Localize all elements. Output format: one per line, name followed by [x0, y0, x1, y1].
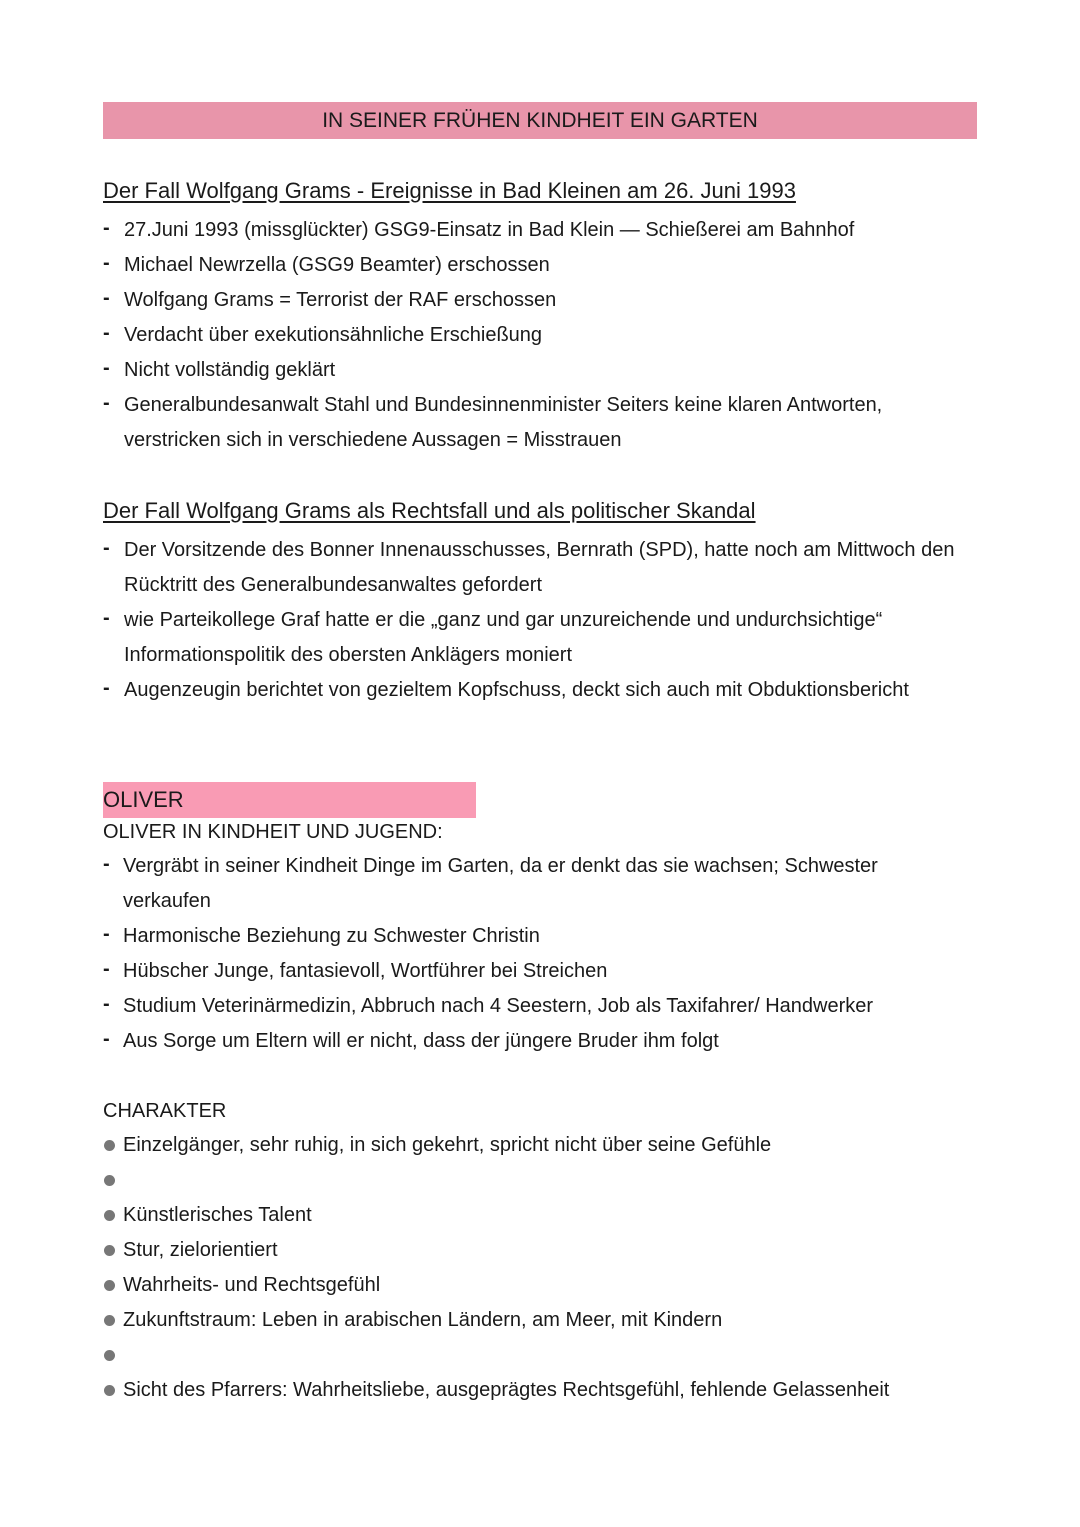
bullet-icon: [104, 1385, 115, 1396]
charakter-list: [103, 1128, 963, 1408]
list-item: [103, 1373, 963, 1408]
list-item: - 27.Juni 1993 (missglückter) GSG9-Einsatz in Bad Klein — Schießerei am Bahnhof: [103, 213, 963, 248]
list-item: - Hübscher Junge, fantasievoll, Wortführer bei Streichen: [103, 954, 963, 989]
list-item: - Michael Newrzella (GSG9 Beamter) erschossen: [103, 248, 963, 283]
list-item: - Der Vorsitzende des Bonner Innenausschusses, Bernrath (SPD), hatte noch am Mittwoch den Rücktritt des Generalbundesanwaltes gefordert: [103, 533, 963, 603]
bullet-icon: [104, 1280, 115, 1291]
list-item: [103, 1303, 963, 1338]
bullet-icon: [104, 1350, 115, 1361]
bullet-icon: [104, 1175, 115, 1186]
events-list: [103, 213, 963, 458]
list-item-text: Künstlerisches Talent: [123, 1204, 312, 1226]
list-item: - Generalbundesanwalt Stahl und Bundesinnenminister Seiters keine klaren Antworten, verstricken sich in verschiedene Aussagen = Misstrauen: [103, 388, 963, 458]
list-item: - wie Parteikollege Graf hatte er die „ganz und gar unzureichende und undurchsichtige“ Informationspolitik des obersten Anklägers moniert: [103, 603, 963, 673]
oliver-subheading: OLIVER IN KINDHEIT UND JUGEND:: [103, 821, 443, 843]
oliver-childhood-list: [103, 849, 963, 1059]
list-item-text: Wahrheits- und Rechtsgefühl: [123, 1274, 381, 1296]
list-item-text: Zukunftstraum: Leben in arabischen Ländern, am Meer, mit Kindern: [123, 1309, 723, 1331]
list-item: - Nicht vollständig geklärt: [103, 353, 963, 388]
bullet-icon: [104, 1210, 115, 1221]
bullet-icon: [104, 1140, 115, 1151]
bullet-icon: [104, 1315, 115, 1326]
oliver-heading: OLIVER: [103, 782, 476, 818]
list-item-text: Einzelgänger, sehr ruhig, in sich gekehrt, spricht nicht über seine Gefühle: [123, 1134, 772, 1156]
section-heading-scandal: Der Fall Wolfgang Grams als Rechtsfall und als politischer Skandal: [103, 498, 756, 523]
list-item: - Verdacht über exekutionsähnliche Erschießung: [103, 318, 963, 353]
list-item: [103, 1268, 963, 1303]
bullet-icon: [104, 1245, 115, 1256]
list-item-text: Sicht des Pfarrers: Wahrheitsliebe, ausgeprägtes Rechtsgefühl, fehlende Gelassenheit: [123, 1379, 890, 1401]
charakter-heading: CHARAKTER: [103, 1100, 227, 1122]
list-item: [103, 1338, 963, 1373]
list-item: [103, 1198, 963, 1233]
list-item-text: Stur, zielorientiert: [123, 1239, 278, 1261]
list-item: - Wolfgang Grams = Terrorist der RAF erschossen: [103, 283, 963, 318]
section-heading-events: Der Fall Wolfgang Grams - Ereignisse in Bad Kleinen am 26. Juni 1993: [103, 178, 796, 203]
list-item: - Vergräbt in seiner Kindheit Dinge im Garten, da er denkt das sie wachsen; Schwester verkaufen: [103, 849, 963, 919]
list-item: - Studium Veterinärmedizin, Abbruch nach 4 Seestern, Job als Taxifahrer/ Handwerker: [103, 989, 963, 1024]
scandal-list: [103, 533, 963, 708]
list-item: - Harmonische Beziehung zu Schwester Christin: [103, 919, 963, 954]
list-item: - Aus Sorge um Eltern will er nicht, dass der jüngere Bruder ihm folgt: [103, 1024, 963, 1059]
list-item: [103, 1128, 963, 1163]
list-item: [103, 1163, 963, 1198]
document-title: IN SEINER FRÜHEN KINDHEIT EIN GARTEN: [103, 102, 977, 139]
list-item: [103, 1233, 963, 1268]
list-item: - Augenzeugin berichtet von gezieltem Kopfschuss, deckt sich auch mit Obduktionsbericht: [103, 673, 963, 708]
